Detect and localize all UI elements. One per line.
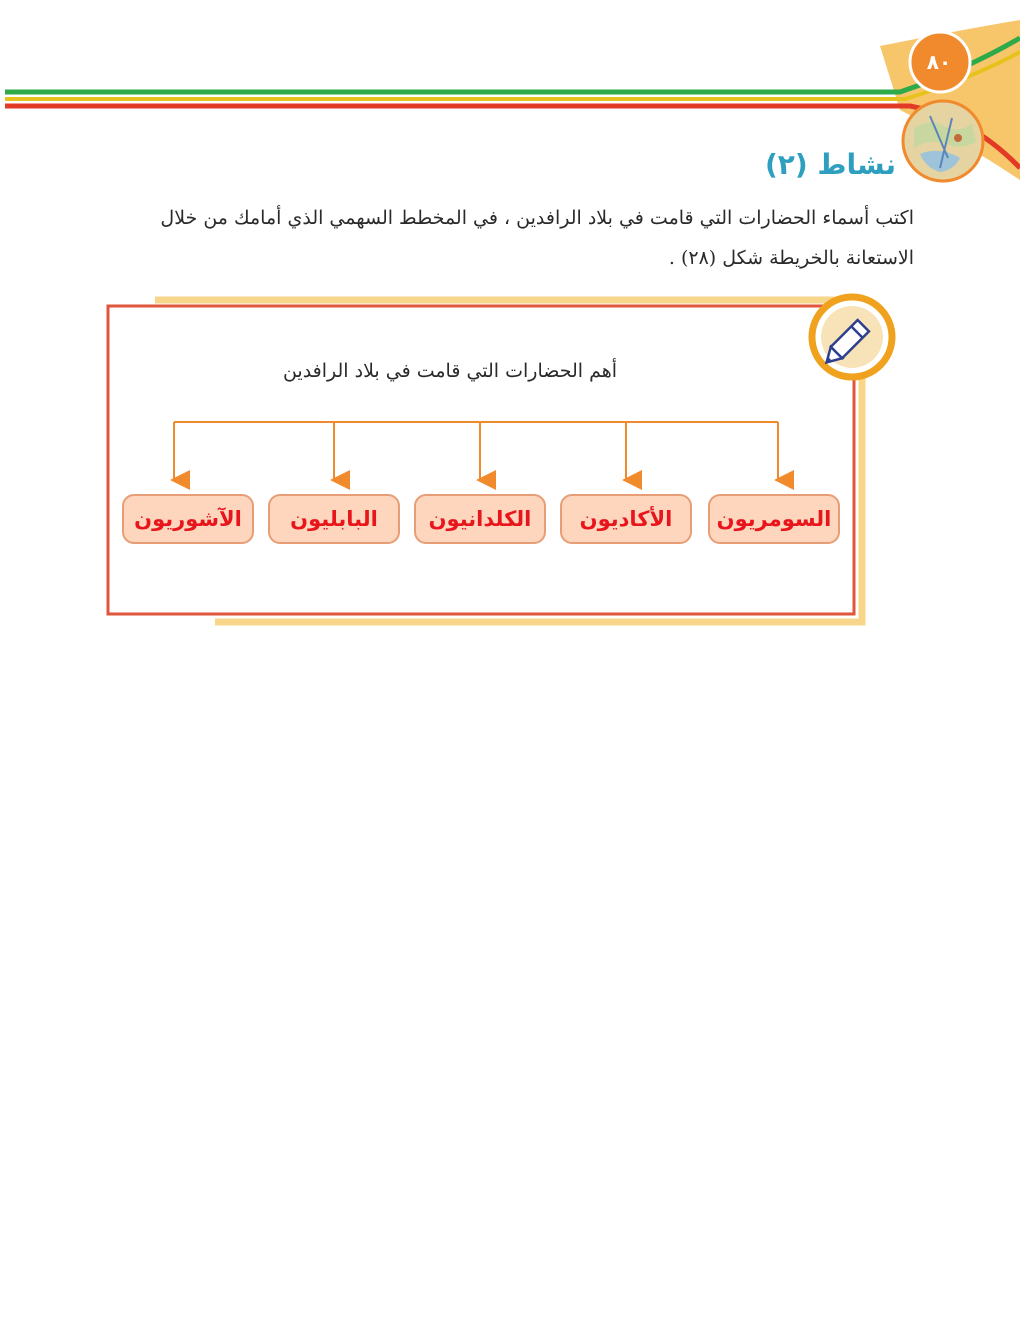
instructions	[108, 198, 914, 278]
answer-text: الآشوريون	[134, 507, 242, 531]
instruction-line-1: اكتب أسماء الحضارات التي قامت في بلاد الرافدين ، في المخطط السهمي الذي أمامك من خلال	[160, 207, 914, 229]
answer-box-5	[122, 494, 254, 544]
diagram-title: أهم الحضارات التي قامت في بلاد الرافدين	[282, 360, 618, 382]
answer-box-3	[414, 494, 546, 544]
answer-text: الأكاديون	[579, 507, 673, 531]
answer-text: السومريون	[716, 507, 832, 531]
map-icon	[900, 98, 986, 184]
connector-lines	[174, 422, 778, 480]
answer-text: الكلدانيون	[428, 507, 532, 531]
answer-box-2	[560, 494, 692, 544]
activity-title: نشاط (٢)	[764, 148, 896, 181]
page-number: ٨٠	[926, 50, 952, 74]
instruction-line-2: الاستعانة بالخريطة شكل (٢٨) .	[668, 247, 914, 269]
answer-box-4	[268, 494, 400, 544]
answer-text: البابليون	[290, 507, 378, 531]
answer-box-1	[708, 494, 840, 544]
pencil-icon	[812, 297, 892, 377]
activity-frame	[0, 280, 1020, 640]
